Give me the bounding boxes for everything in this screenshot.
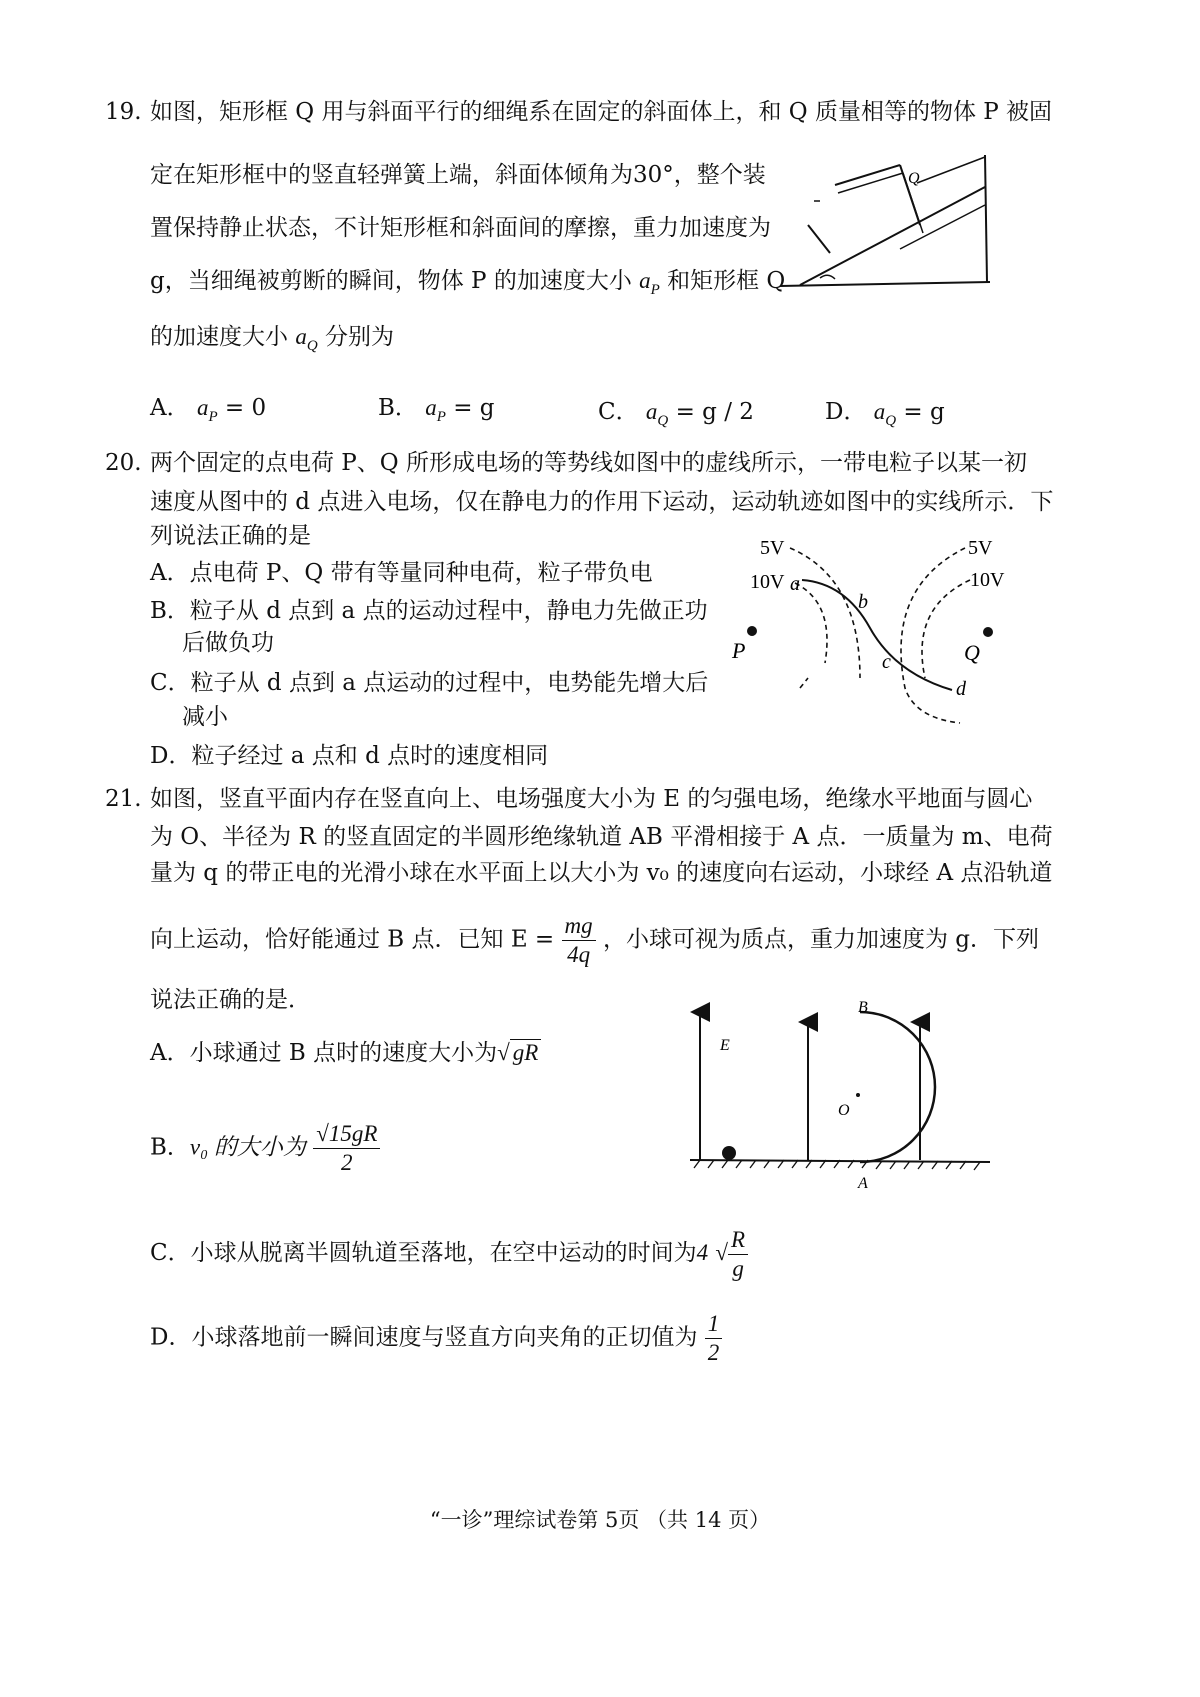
q20-field-figure	[720, 528, 1030, 728]
q20-option-b-cont: 后做负功	[182, 630, 274, 656]
q20-option-c-cont: 减小	[182, 704, 228, 730]
q20-label-5v-right: 5V	[968, 537, 993, 559]
q20-number: 20.	[105, 450, 142, 476]
q21-option-b[interactable]: B．v₀ 的大小为 $\frac{√15gR}{2}$	[150, 1120, 380, 1177]
q21-label-a: A	[858, 1175, 868, 1192]
q20-label-q: Q	[964, 640, 980, 665]
q19-option-c[interactable]: C． $a_Q = g / 2$	[598, 399, 754, 429]
q20-option-d[interactable]: D．粒子经过 a 点和 d 点时的速度相同	[150, 743, 549, 769]
q19-line-2: 定在矩形框中的竖直轻弹簧上端，斜面体倾角为30°，整个装	[150, 162, 766, 188]
page-footer: “一诊”理综试卷第 5页 （共 14 页）	[429, 1508, 771, 1532]
q20-label-a: a	[790, 573, 800, 595]
q20-option-b[interactable]: B．粒子从 d 点到 a 点的运动过程中，静电力先做正功	[150, 598, 708, 624]
q19-option-b[interactable]: B． $a_P = g$	[378, 395, 495, 425]
q21-track-figure	[680, 990, 1000, 1200]
q19-fig-label-q: Q	[908, 170, 920, 187]
q20-line-3: 列说法正确的是	[150, 523, 311, 549]
q20-label-10v-left: 10V	[750, 571, 785, 593]
q20-label-d: d	[956, 678, 966, 700]
q20-option-a[interactable]: A．点电荷 P、Q 带有等量同种电荷，粒子带负电	[150, 560, 653, 586]
q21-label-o: O	[838, 1102, 850, 1119]
q20-label-b: b	[858, 591, 868, 613]
q19-line-1: 如图，矩形框 Q 用与斜面平行的细绳系在固定的斜面体上，和 Q 质量相等的物体 P 被固	[150, 99, 1053, 125]
q20-label-5v-left: 5V	[760, 537, 785, 559]
q19-line-5: 的加速度大小 $a_Q$ 分别为	[150, 324, 394, 354]
q19-option-d[interactable]: D． $a_Q = g$	[825, 399, 945, 429]
q21-option-c[interactable]: C．小球从脱离半圆轨道至落地，在空中运动的时间为4 √ $\frac{R}{g}$	[150, 1226, 748, 1283]
q20-option-c[interactable]: C．粒子从 d 点到 a 点运动的过程中，电势能先增大后	[150, 670, 709, 696]
q20-label-c: c	[882, 651, 891, 673]
q21-line-2: 为 O、半径为 R 的竖直固定的半圆形绝缘轨道 AB 平滑相接于 A 点．一质量为 m、电荷	[150, 824, 1053, 850]
q21-line-5: 说法正确的是．	[150, 987, 311, 1013]
q21-line-1: 如图，竖直平面内存在竖直向上、电场强度大小为 E 的匀强电场，绝缘水平地面与圆心	[150, 786, 1033, 812]
q21-label-e: E	[720, 1037, 730, 1054]
q20-line-2: 速度从图中的 d 点进入电场，仅在静电力的作用下运动，运动轨迹如图中的实线所示．下	[150, 489, 1054, 515]
q19-number: 19.	[105, 99, 142, 125]
q19-incline-figure	[780, 145, 1000, 295]
q21-e-fraction: $\frac{mg}{4q}$	[562, 912, 596, 969]
q20-label-10v-right: 10V	[970, 569, 1005, 591]
q19-line-4: g，当细绳被剪断的瞬间，物体 P 的加速度大小 $a_P$ 和矩形框 Q	[150, 268, 786, 298]
q21-line-4: 向上运动，恰好能通过 B 点．已知 E = $\frac{mg}{4q}$ ，小球可视为质点，重力加速度为 g．下列	[150, 913, 1040, 967]
q21-label-b: B	[858, 999, 868, 1016]
q19-line-3: 置保持静止状态，不计矩形框和斜面间的摩擦，重力加速度为	[150, 215, 771, 241]
q21-number: 21.	[105, 786, 142, 812]
q19-option-a[interactable]: A． $a_P = 0$	[150, 395, 267, 425]
q21-line-3: 量为 q 的带正电的光滑小球在水平面上以大小为 v₀ 的速度向右运动，小球经 A 点沿轨道	[150, 860, 1053, 886]
q21-option-d[interactable]: D．小球落地前一瞬间速度与竖直方向夹角的正切值为 $\frac{1}{2}$	[150, 1310, 722, 1367]
q21-option-a[interactable]: A．小球通过 B 点时的速度大小为√ gR	[150, 1038, 541, 1068]
q20-label-p: P	[732, 638, 746, 663]
q20-line-1: 两个固定的点电荷 P、Q 所形成电场的等势线如图中的虚线所示，一带电粒子以某一初	[150, 450, 1027, 476]
